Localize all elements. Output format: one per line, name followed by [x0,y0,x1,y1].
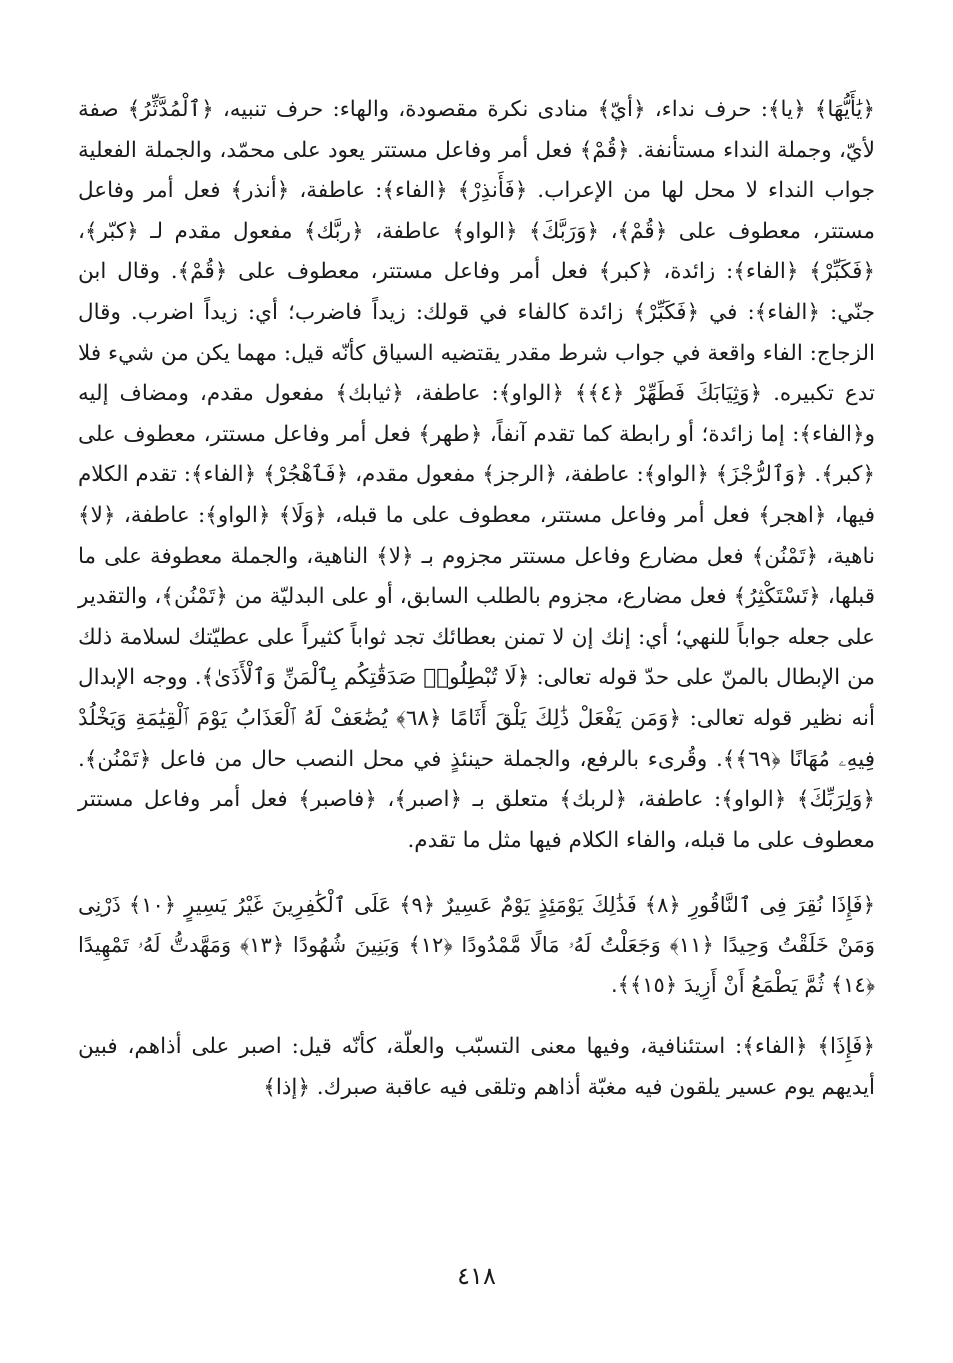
commentary-paragraph-1: ﴿يَٰأَيُّهَا﴾ ﴿يا﴾: حرف نداء، ﴿أيّ﴾ منادى نكرة مقصودة، والهاء: حرف تنبيه، ﴿ٱلْمُدَّثِّرُ﴾ صفة لأيّ، وجملة النداء مستأنفة. ﴿قُمْ﴾ فعل أمر وفاعل مستتر يعود على محمّد، والجملة الفعلية جواب النداء لا محل لها من الإعراب. ﴿فَأَنذِرْ﴾ ﴿الفاء﴾: عاطفة، ﴿أنذر﴾ فعل أمر وفاعل مستتر، معطوف على ﴿قُمْ﴾، ﴿وَرَبَّكَ﴾ ﴿الواو﴾ عاطفة، ﴿ربَّك﴾ مفعول مقدم لـ ﴿كبّر﴾، ﴿فَكَبِّرْ﴾ ﴿الفاء﴾: زائدة، ﴿كبر﴾ فعل أمر وفاعل مستتر، معطوف على ﴿قُمْ﴾. وقال ابن جنّي: ﴿الفاء﴾: في ﴿فَكَبِّرْ﴾ زائدة كالفاء في قولك: زيداً فاضرب؛ أي: زيداً اضرب. وقال الزجاج: الفاء واقعة في جواب شرط مقدر يقتضيه السياق كأنّه قيل: مهما يكن من شيء فلا تدع تكبيره. ﴿وَثِيَابَكَ فَطَهِّرْ ﴿٤﴾﴾ ﴿الواو﴾: عاطفة، ﴿ثيابك﴾ مفعول مقدم، ومضاف إليه و﴿الفاء﴾: إما زائدة؛ أو رابطة كما تقدم آنفاً، ﴿طهر﴾ فعل أمر وفاعل مستتر، معطوف على ﴿كبر﴾. ﴿وَٱلرُّجْزَ﴾ ﴿الواو﴾: عاطفة، ﴿الرجز﴾ مفعول مقدم، ﴿فَٱهْجُرْ﴾ ﴿الفاء﴾: تقدم الكلام فيها، ﴿اهجر﴾ فعل أمر وفاعل مستتر، معطوف على ما قبله، ﴿وَلَا﴾ ﴿الواو﴾: عاطفة، ﴿لا﴾ ناهية، ﴿تَمْنُن﴾ فعل مضارع وفاعل مستتر مجزوم بـ ﴿لا﴾ الناهية، والجملة معطوفة على ما قبلها، ﴿تَسْتَكْثِرُ﴾ فعل مضارع، مجزوم بالطلب السابق، أو على البدليّة من ﴿تَمْنُن﴾، والتقدير على جعله جواباً للنهي؛ أي: إنك إن لا تمنن بعطائك تجد ثواباً كثيراً على عطيّتك لسلامة ذلك من الإبطال بالمنّ على حدّ قوله تعالى: ﴿لَا تُبْطِلُوا۟ صَدَقَٰتِكُم بِٱلْمَنِّ وَٱلْأَذَىٰ﴾. ووجه الإبدال أنه نظير قوله تعالى: ﴿وَمَن يَفْعَلْ ذَٰلِكَ يَلْقَ أَثَامًا ﴿٦٨﴾ يُضَٰعَفْ لَهُ ٱلْعَذَابُ يَوْمَ ٱلْقِيَٰمَةِ وَيَخْلُدْ فِيهِۦ مُهَانًا ﴿٦٩﴾﴾. وقُرىء بالرفع، والجملة حينئذٍ في محل النصب حال من فاعل ﴿تَمْنُن﴾. ﴿وَلِرَبِّكَ﴾ ﴿الواو﴾: عاطفة، ﴿لربك﴾ متعلق بـ ﴿اصبر﴾، ﴿فاصبر﴾ فعل أمر وفاعل مستتر معطوف على ما قبله، والفاء الكلام فيها مثل ما تقدم. [78,97,876,853]
commentary-paragraph-2: ﴿فَإِذَا﴾ ﴿الفاء﴾: استئنافية، وفيها معنى التسبّب والعلّة، كأنّه قيل: اصبر على أذاهم، فبين أيديهم يوم عسير يلقون فيه مغبّة أذاهم وتلقى فيه عاقبة صبرك. ﴿إذا﴾ [78,1034,875,1100]
quran-verses-block: ﴿فَإِذَا نُقِرَ فِى ٱلنَّاقُورِ ﴿٨﴾ فَذَٰلِكَ يَوْمَئِذٍ يَوْمٌ عَسِيرٌ ﴿٩﴾ عَلَى ٱلْكَٰفِرِينَ غَيْرُ يَسِيرٍ ﴿١٠﴾ ذَرْنِى وَمَنْ خَلَقْتُ وَحِيدًا ﴿١١﴾ وَجَعَلْتُ لَهُۥ مَالًا مَّمْدُودًا ﴿١٢﴾ وَبَنِينَ شُهُودًا ﴿١٣﴾ وَمَهَّدتُّ لَهُۥ تَمْهِيدًا ﴿١٤﴾ ثُمَّ يَطْمَعُ أَنْ أَزِيدَ ﴿١٥﴾﴾. [78,893,875,998]
page-number: ٤١٨ [457,1262,496,1290]
